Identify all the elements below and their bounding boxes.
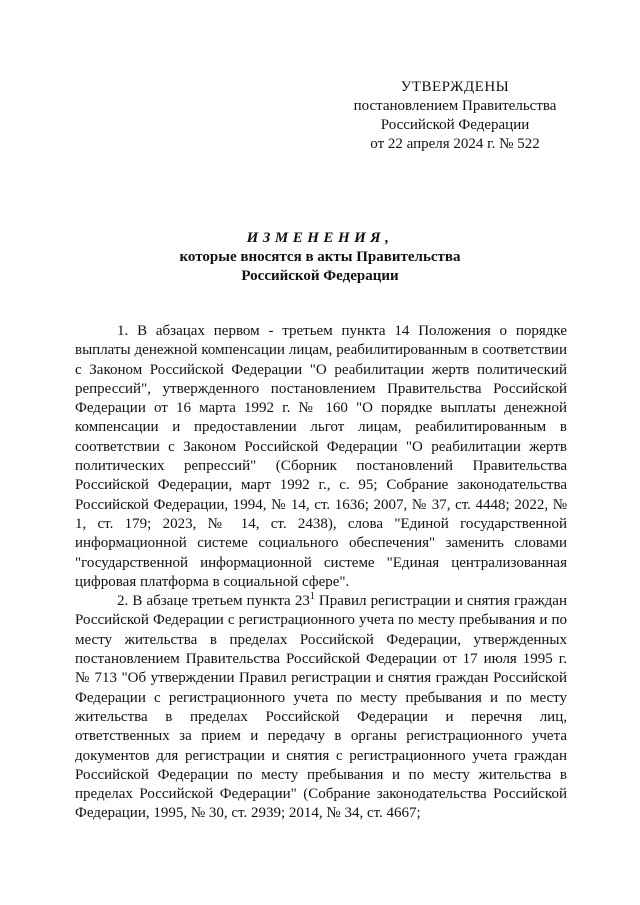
document-subtitle-line: которые вносятся в акты Правительства — [179, 249, 461, 265]
approval-line: Российской Федерации — [380, 117, 530, 133]
paragraph-2 — [75, 592, 567, 824]
paragraph-2-start: 2. В абзаце третьем пункта 23 — [117, 593, 310, 610]
paragraph-2-rest: Правил регистрации и снятия граждан Российской Федерации с регистрационного учета по месту пребывания и по месту жительства в пределах Российской Федерации, утвержденных постановлением Правительства Российской Федерации от 17 июля 1995 г. № 713 "Об утверждении Правил регистрации и снятия граждан Российской Федерации с регистрационного учета по месту пребывания и по месту жительства в пределах Российской Федерации и перечня лиц, ответственных за прием и передачу в органы регистрационного учета документов для регистрации и снятия с регистрационного учета граждан Российской Федерации по месту пребывания и по месту жительства в пределах Российской Федерации" (Собрание законодательства Российской Федерации, 1995, № 30, ст. 2939; 2014, № 34, ст. 4667; — [75, 593, 567, 822]
document-title — [60, 229, 580, 286]
paragraph-1: 1. В абзацах первом - третьем пункта 14 Положения о порядке выплаты денежной компенсации лицам, реабилитированным в соответствии с Законом Российской Федерации "О реабилитации жертв политический репрессий", утвержденного постановлением Правительства Российской Федерации от 16 марта 1992 г. № 160 "О порядке выплаты денежной компенсации и предоставлении льгот лицам, реабилитированным в соответствии с Законом Российской Федерации "О реабилитации жертв политических репрессий" (Сборник постановлений Правительства Российской Федерации, март 1992 г., с. 95; Собрание законодательства Российской Федерации, 1994, № 14, ст. 1636; 2007, № 37, ст. 4448; 2022, № 1, ст. 179; 2023, № 14, ст. 2438), слова "Единой государственной информационной системе социального обеспечения" заменить словами "государственной информационной системе "Единая централизованная цифровая платформа в социальной сфере". — [75, 323, 567, 590]
superscript-number: 1 — [309, 591, 315, 603]
approval-line: постановлением Правительства — [353, 98, 557, 114]
document-subtitle-line: Российской Федерации — [241, 268, 399, 284]
approval-heading: УТВЕРЖДЕНЫ — [400, 79, 510, 95]
approval-date-number: от 22 апреля 2024 г. № 522 — [370, 136, 540, 152]
document-body — [75, 322, 567, 824]
document-title-main: ИЗМЕНЕНИЯ, — [246, 230, 394, 246]
approval-block — [330, 78, 580, 154]
